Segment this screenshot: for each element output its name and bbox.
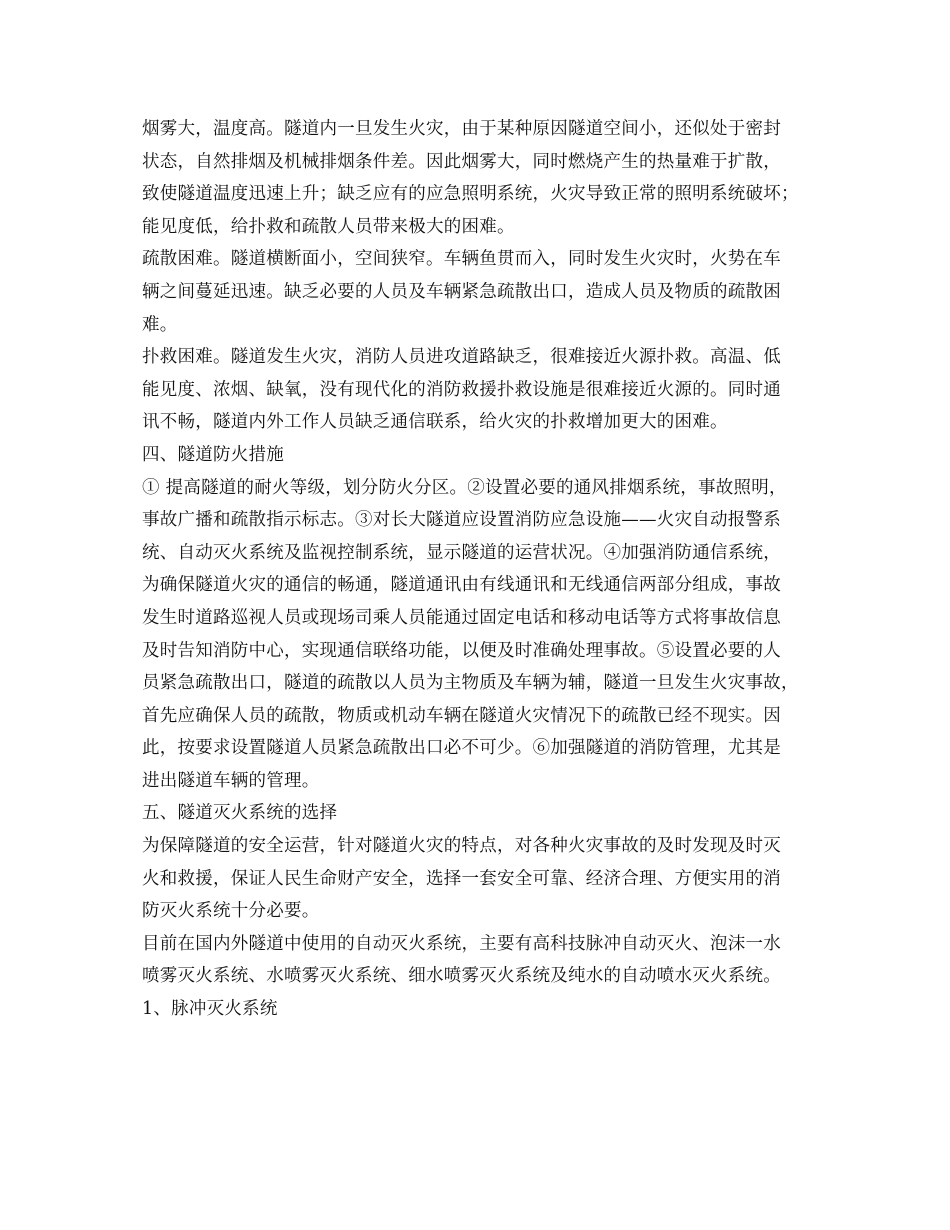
text-line: 防灭火系统十分必要。 xyxy=(142,901,320,922)
text-line: 及时告知消防中心，实现通信联络功能，以便及时准确处理事故。⑤设置必要的人 xyxy=(142,640,781,661)
section-heading: 四、隧道防火措施 xyxy=(142,444,284,465)
text-line: 喷雾灭火系统、水喷雾灭火系统、细水喷雾灭火系统及纯水的自动喷水灭火系统。 xyxy=(142,966,781,987)
text-line: 发生时道路巡视人员或现场司乘人员能通过固定电话和移动电话等方式将事故信息 xyxy=(142,607,781,628)
text-line: 能见度、浓烟、缺氧，没有现代化的消防救援扑救设施是很难接近火源的。同时通 xyxy=(142,379,781,400)
text-line: 火和救援，保证人民生命财产安全，选择一套安全可靠、经济合理、方便实用的消 xyxy=(142,868,781,889)
text-line: 进出隧道车辆的管理。 xyxy=(142,770,320,791)
text-line: 能见度低，给扑救和疏散人员带来极大的困难。 xyxy=(142,216,515,237)
text-line: 目前在国内外隧道中使用的自动灭火系统，主要有高科技脉冲自动灭火、泡沫一水 xyxy=(142,933,781,954)
text-line: 首先应确保人员的疏散，物质或机动车辆在隧道火灾情况下的疏散已经不现实。因 xyxy=(142,705,781,726)
text-line: 此，按要求设置隧道人员紧急疏散出口必不可少。⑥加强隧道的消防管理，尤其是 xyxy=(142,738,781,759)
text-line: 致使隧道温度迅速上升；缺乏应有的应急照明系统，火灾导致正常的照明系统破坏； xyxy=(142,184,799,205)
text-line: 难。 xyxy=(142,314,178,335)
text-line: 讯不畅，隧道内外工作人员缺乏通信联系，给火灾的扑救增加更大的困难。 xyxy=(142,412,728,433)
text-line: 为保障隧道的安全运营，针对隧道火灾的特点，对各种火灾事故的及时发现及时灭 xyxy=(142,836,781,857)
text-line: 疏散困难。隧道横断面小，空间狭窄。车辆鱼贯而入，同时发生火灾时，火势在车 xyxy=(142,249,781,270)
text-line: 事故广播和疏散指示标志。③对长大隧道应设置消防应急设施——火灾自动报警系 xyxy=(142,510,781,531)
text-line: ① 提高隧道的耐火等级，划分防火分区。②设置必要的通风排烟系统，事故照明， xyxy=(142,477,787,498)
section-heading: 五、隧道灭火系统的选择 xyxy=(142,803,338,824)
subsection-heading: 1、脉冲灭火系统 xyxy=(142,999,278,1020)
text-line: 状态，自然排烟及机械排烟条件差。因此烟雾大，同时燃烧产生的热量难于扩散， xyxy=(142,151,781,172)
text-line: 员紧急疏散出口，隧道的疏散以人员为主物质及车辆为辅，隧道一旦发生火灾事故， xyxy=(142,673,799,694)
text-line: 统、自动灭火系统及监视控制系统，显示隧道的运营状况。④加强消防通信系统， xyxy=(142,542,781,563)
document-body xyxy=(142,113,822,1026)
text-line: 为确保隧道火灾的通信的畅通，隧道通讯由有线通讯和无线通信两部分组成，事故 xyxy=(142,575,781,596)
text-line: 扑救困难。隧道发生火灾，消防人员进攻道路缺乏，很难接近火源扑救。高温、低 xyxy=(142,347,781,368)
text-line: 辆之间蔓延迅速。缺乏必要的人员及车辆紧急疏散出口，造成人员及物质的疏散困 xyxy=(142,281,781,302)
text-line: 烟雾大，温度高。隧道内一旦发生火灾，由于某种原因隧道空间小，还似处于密封 xyxy=(142,119,781,139)
